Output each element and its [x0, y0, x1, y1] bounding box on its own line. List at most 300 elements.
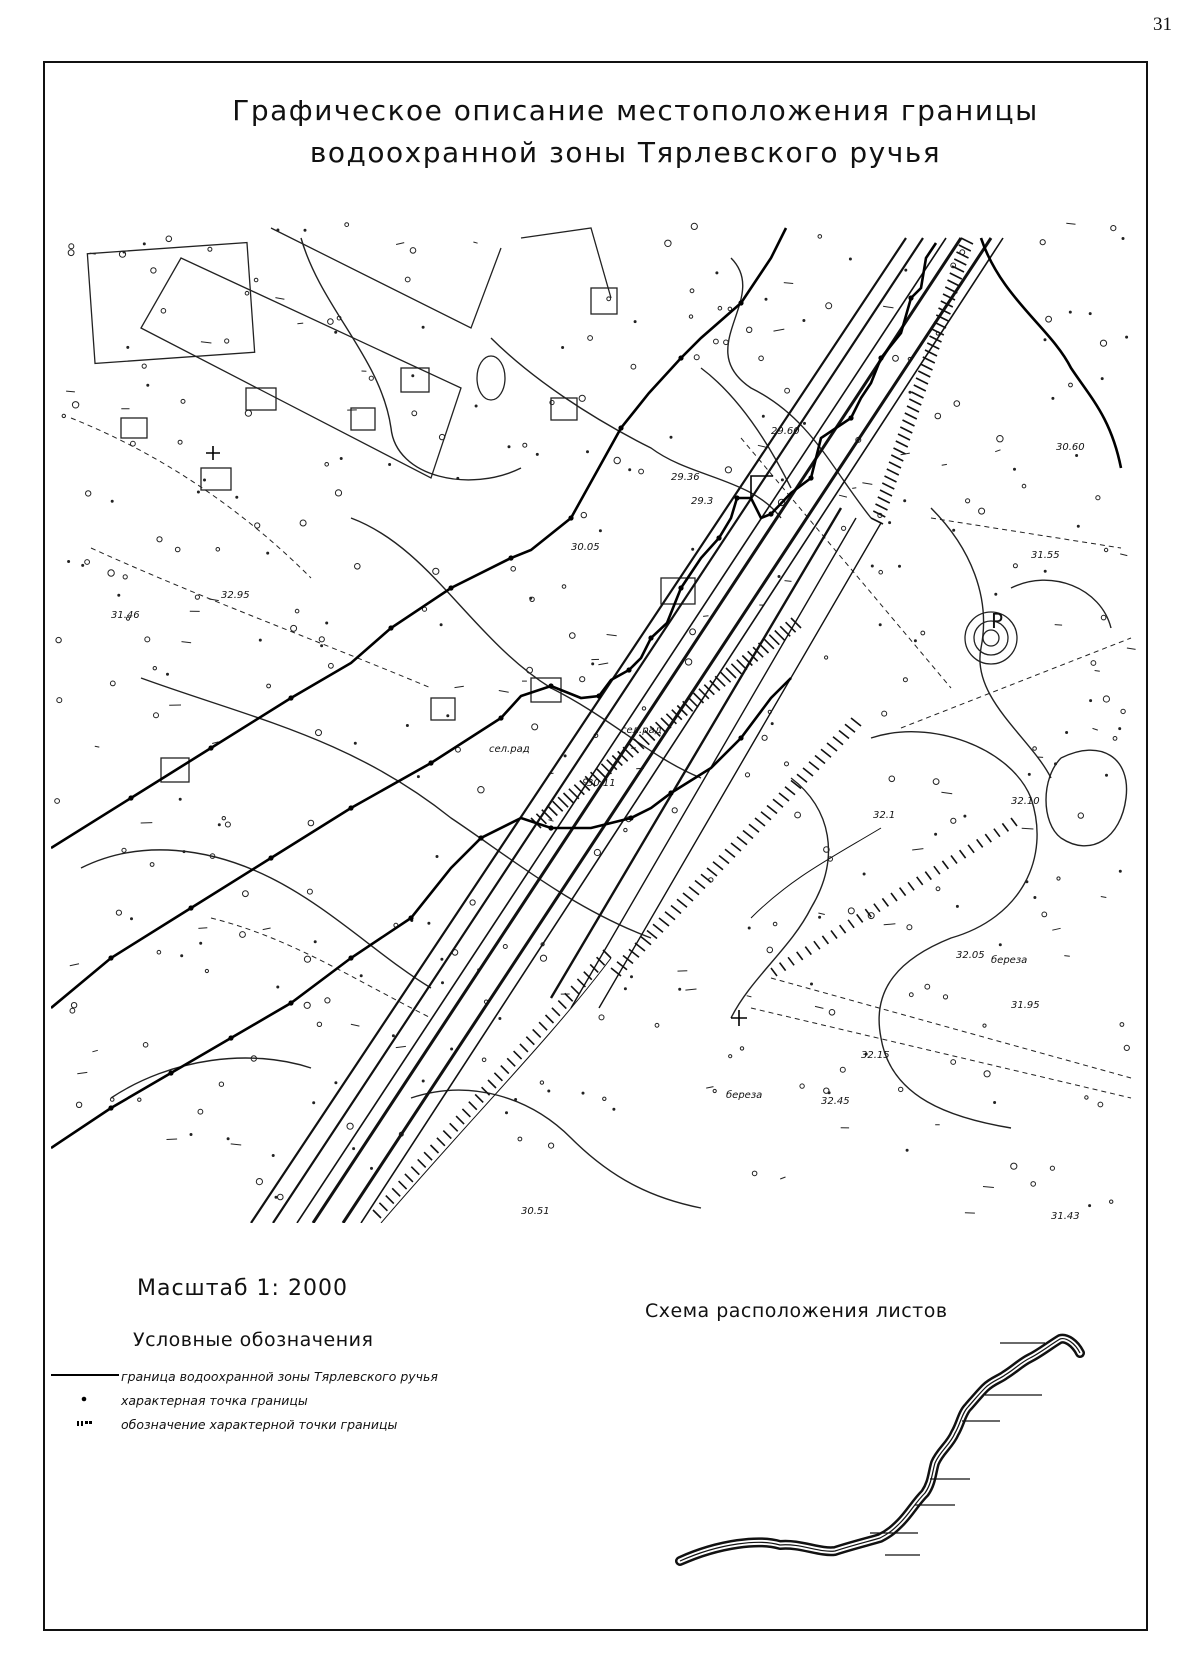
map-texture-mark [166, 236, 172, 242]
map-texture-mark [154, 713, 159, 718]
hatch-mark [659, 918, 669, 926]
map-texture-mark [803, 320, 805, 322]
map-texture-mark [71, 1003, 76, 1008]
map-texture-mark [157, 537, 162, 542]
hatch-mark [719, 856, 729, 864]
hatch-mark [961, 238, 973, 244]
map-texture-mark [1126, 336, 1128, 338]
map-texture-mark [914, 640, 916, 642]
elev-label: 31.95 [1011, 1000, 1040, 1011]
map-texture-mark [297, 323, 303, 324]
map-texture-mark [795, 812, 801, 818]
map-texture-mark [570, 633, 576, 639]
hatch-mark [501, 1066, 509, 1074]
map-texture-mark [396, 1046, 406, 1047]
map-texture-mark [482, 1058, 486, 1062]
map-texture-mark [225, 339, 229, 343]
hatch-mark [1011, 818, 1017, 826]
map-texture-mark [70, 1008, 75, 1013]
hatch-mark [456, 1116, 464, 1124]
map-texture-mark [1042, 912, 1047, 917]
boundary-point [168, 1070, 173, 1075]
map-texture-mark [642, 707, 645, 710]
map-texture-mark [879, 624, 881, 626]
boundary-point [678, 355, 683, 360]
hatch-mark [909, 399, 921, 405]
hatch-mark [827, 743, 837, 751]
elev-label: 29.60 [771, 426, 800, 437]
map-texture-mark [118, 594, 120, 596]
map-texture-mark [624, 988, 626, 990]
map-texture-mark [564, 755, 566, 757]
map-texture-mark [921, 631, 925, 635]
map-texture-mark [441, 958, 443, 960]
sheet-layout-title: Схема расположения листов [645, 1300, 948, 1322]
hatch-mark [985, 834, 991, 842]
hatch-mark [891, 893, 897, 901]
hatch-mark [912, 392, 924, 398]
map-texture-mark [603, 1097, 606, 1100]
hatch-mark [475, 1094, 483, 1102]
map-texture-mark [943, 995, 947, 999]
map-texture-mark [607, 635, 617, 636]
map-texture-mark [422, 1080, 424, 1082]
topographic-map [51, 218, 1141, 1223]
map-texture-mark [1064, 956, 1070, 957]
map-texture-mark [313, 1102, 315, 1104]
hatch-mark [653, 924, 663, 932]
map-texture-mark [1089, 1205, 1091, 1207]
elev-label: 32.1 [873, 810, 896, 821]
elev-label: 30.05 [571, 542, 600, 553]
hatch-mark [418, 1159, 426, 1167]
hatch-mark [907, 406, 919, 412]
legend-item-label: граница водоохранной зоны Тярлевского ручья [121, 1369, 438, 1384]
hatch-mark [392, 1188, 400, 1196]
hatch-mark [677, 899, 687, 907]
map-texture-mark [714, 339, 719, 344]
map-texture-mark [540, 955, 546, 961]
map-texture-mark [759, 356, 764, 361]
boundary-point [626, 667, 631, 672]
map-texture-mark [594, 849, 600, 855]
hatch-mark [900, 427, 912, 433]
map-texture-mark [909, 993, 913, 997]
hatch-mark [880, 490, 892, 496]
map-texture-mark [1069, 383, 1073, 387]
map-texture-mark [884, 924, 896, 925]
map-texture-mark [1076, 455, 1078, 457]
map-texture-mark [882, 711, 887, 716]
hatch-mark [386, 1196, 394, 1204]
map-texture-mark [1110, 1200, 1113, 1203]
map-texture-mark [412, 375, 414, 377]
boundary-point [508, 555, 513, 560]
map-texture-mark [325, 998, 330, 1003]
hatch-mark [896, 441, 908, 447]
hatch-mark [942, 861, 948, 869]
hatch-mark [780, 626, 790, 636]
map-texture-mark [592, 663, 594, 665]
boundary-point [448, 585, 453, 590]
map-texture-mark [1098, 1102, 1103, 1107]
hatch-mark [822, 936, 828, 944]
hatch-mark [780, 963, 786, 971]
map-texture-mark [536, 453, 538, 455]
map-texture-mark [863, 873, 865, 875]
map-texture-mark [179, 798, 181, 800]
map-texture-mark [964, 815, 966, 817]
map-texture-mark [1044, 570, 1046, 572]
map-texture-mark [197, 491, 199, 493]
map-texture-mark [690, 289, 694, 293]
hatch-mark [957, 252, 969, 258]
map-texture-mark [57, 698, 62, 703]
map-texture-mark [1100, 340, 1106, 346]
hatch-mark [952, 266, 964, 272]
map-texture-mark [624, 828, 627, 831]
map-texture-mark [1022, 484, 1026, 488]
legend-item-label: характерная точка границы [121, 1393, 308, 1408]
boundary-point [348, 805, 353, 810]
boundary-point [548, 825, 553, 830]
map-texture-mark [811, 983, 813, 985]
map-texture-mark [436, 856, 438, 858]
map-texture-mark [579, 395, 585, 401]
hatch-mark [713, 862, 723, 870]
map-texture-mark [588, 336, 593, 341]
hatch-mark [726, 668, 736, 678]
map-texture-mark [862, 483, 872, 485]
map-texture-mark [995, 593, 997, 595]
map-texture-mark [326, 622, 328, 624]
boundary-point [208, 745, 213, 750]
map-texture-mark [150, 863, 154, 867]
hatch-mark [514, 1051, 522, 1059]
map-texture-mark [307, 889, 312, 894]
map-texture-mark [317, 1022, 321, 1026]
map-texture-mark [329, 663, 334, 668]
boundary-point [738, 300, 743, 305]
hatch-mark [797, 952, 803, 960]
boundary-point [878, 355, 883, 360]
hatch-mark [914, 385, 926, 391]
map-texture-mark [941, 792, 952, 794]
map-texture-mark [272, 1155, 274, 1157]
elev-label: 32.45 [821, 1096, 850, 1107]
map-texture-mark [685, 659, 691, 665]
hatch-mark [934, 322, 946, 328]
map-texture-mark [314, 941, 316, 943]
map-texture-mark [1121, 709, 1125, 713]
hatch-mark [925, 872, 931, 880]
map-texture-mark [1077, 525, 1079, 527]
boundary-point [228, 1035, 233, 1040]
hatch-mark [833, 737, 843, 745]
map-texture-mark [181, 399, 185, 403]
boundary-point [648, 635, 653, 640]
hatch-mark [840, 925, 846, 933]
hatch-mark [882, 898, 888, 906]
map-texture-mark [406, 725, 408, 727]
map-texture-mark [670, 436, 672, 438]
map-texture-mark [852, 488, 856, 489]
map-texture-mark [1089, 313, 1091, 315]
hatch-mark [469, 1102, 477, 1110]
map-texture-mark [145, 637, 150, 642]
map-texture-mark [116, 910, 121, 915]
map-text-label: сел.рад [621, 725, 662, 736]
map-texture-mark [532, 724, 538, 730]
map-texture-mark [123, 575, 127, 579]
map-texture-mark [1101, 378, 1103, 380]
hatch-mark [546, 1015, 554, 1023]
map-texture-mark [639, 469, 644, 474]
boundary-point [908, 295, 913, 300]
map-texture-mark [1055, 625, 1062, 626]
hatch-mark [805, 947, 811, 955]
map-texture-mark [1120, 1023, 1124, 1027]
elev-label: 30.60 [1056, 442, 1085, 453]
hatch-mark [916, 378, 928, 384]
map-texture-mark [157, 950, 161, 954]
map-texture-mark [66, 391, 75, 392]
map-texture-mark [1052, 928, 1060, 930]
hatch-mark [815, 756, 825, 764]
map-texture-mark [167, 1139, 178, 1140]
hatch-mark [623, 956, 633, 964]
map-texture-mark [1013, 564, 1017, 568]
map-texture-mark [351, 1024, 360, 1026]
map-texture-mark [691, 223, 697, 229]
map-texture-mark [345, 223, 349, 227]
map-texture-mark [131, 918, 133, 920]
dashed-paths [71, 418, 1131, 1098]
hatch-mark [437, 1138, 445, 1146]
map-text-label: береза [726, 1090, 763, 1101]
map-texture-mark [300, 520, 306, 526]
hatch-mark [950, 273, 962, 279]
map-texture-mark [1127, 648, 1136, 649]
map-texture-mark [752, 1171, 757, 1176]
boundary-point [848, 415, 853, 420]
map-texture-mark [1113, 737, 1117, 741]
hatch-mark [564, 793, 574, 803]
map-texture-mark [1052, 397, 1054, 399]
map-texture-mark [912, 849, 923, 850]
hatch-mark [898, 434, 910, 440]
map-texture-mark [263, 928, 271, 930]
map-texture-mark [690, 629, 696, 635]
hatch-mark [553, 801, 563, 811]
map-texture-mark [291, 625, 297, 631]
map-texture-mark [470, 900, 475, 905]
boundary-point [108, 955, 113, 960]
map-texture-mark [629, 469, 631, 471]
map-texture-mark [879, 570, 883, 574]
map-texture-mark [227, 1138, 229, 1140]
hatch-mark [552, 1008, 560, 1016]
map-texture-mark [599, 1015, 604, 1020]
hatch-mark [731, 843, 741, 851]
map-texture-mark [1091, 661, 1096, 666]
hatch-mark [851, 718, 861, 726]
map-texture-mark [499, 1018, 501, 1020]
map-texture-mark [151, 268, 156, 273]
map-texture-mark [304, 229, 306, 231]
hatch-mark [482, 1087, 490, 1095]
map-texture-mark [631, 976, 633, 978]
hatch-mark [547, 806, 557, 816]
hatch-mark [871, 518, 883, 524]
map-texture-mark [773, 922, 777, 926]
map-text-label: береза [991, 955, 1028, 966]
hatch-mark [639, 735, 649, 745]
hatch-mark [431, 1145, 439, 1153]
page-number: 31 [1153, 14, 1172, 35]
map-text-label: сел.рад [489, 744, 530, 755]
hatch-mark [773, 799, 783, 807]
map-texture-mark [72, 402, 78, 408]
hatch-mark [462, 1109, 470, 1117]
hatch-mark [533, 1029, 541, 1037]
map-texture-mark [771, 723, 773, 725]
hatch-mark [921, 364, 933, 370]
map-texture-mark [240, 932, 246, 938]
map-texture-mark [1050, 1166, 1054, 1170]
map-texture-mark [161, 309, 166, 314]
hatch-mark [635, 943, 645, 951]
point-label-icon [49, 1413, 119, 1437]
map-texture-mark [983, 1024, 986, 1027]
hatch-mark [424, 1152, 432, 1160]
map-texture-mark [335, 331, 337, 333]
map-texture-mark [216, 548, 220, 552]
elev-label: 30.11 [587, 778, 616, 789]
map-annotations [111, 426, 1085, 1222]
map-texture-mark [713, 1089, 716, 1092]
map-texture-mark [716, 272, 718, 274]
map-texture-mark [748, 927, 750, 929]
hatch-mark [405, 1174, 413, 1182]
map-texture-mark [1011, 1163, 1017, 1169]
hatch-mark [845, 724, 855, 732]
map-texture-mark [440, 624, 442, 626]
map-texture-mark [278, 1194, 284, 1200]
map-texture-mark [473, 242, 477, 243]
map-texture-mark [904, 500, 906, 502]
map-texture-mark [62, 414, 65, 417]
map-texture-mark [999, 944, 1001, 946]
hatch-mark [803, 768, 813, 776]
map-texture-mark [933, 779, 939, 785]
map-texture-mark [417, 776, 419, 778]
hatch-mark [411, 1167, 419, 1175]
map-texture-mark [428, 922, 430, 924]
map-texture-mark [995, 450, 1000, 452]
hatch-mark [737, 837, 747, 845]
map-texture-mark [607, 297, 611, 301]
map-texture-mark [275, 1196, 277, 1198]
map-texture-mark [767, 947, 773, 953]
elev-label: 29.3 [691, 496, 714, 507]
map-texture-mark [245, 410, 251, 416]
map-texture-mark [840, 1067, 845, 1072]
map-texture-mark [142, 364, 146, 368]
map-texture-mark [953, 529, 955, 531]
hatch-mark [775, 631, 785, 641]
map-texture-mark [1101, 897, 1107, 898]
map-texture-mark [304, 1002, 310, 1008]
map-texture-mark [1040, 240, 1045, 245]
hatch-mark [882, 483, 894, 489]
hatch-mark [761, 812, 771, 820]
boundary-point [568, 515, 573, 520]
hatch-mark [725, 849, 735, 857]
map-texture-mark [153, 667, 156, 670]
map-texture-mark [1119, 728, 1121, 730]
map-texture-mark [984, 1071, 990, 1077]
boundary-line-icon [49, 1365, 119, 1389]
map-texture-mark [785, 388, 790, 393]
map-texture-mark [804, 422, 806, 424]
map-texture-mark [1044, 339, 1046, 341]
hatch-mark [876, 504, 888, 510]
hatch-mark [450, 1123, 458, 1131]
map-texture-mark [335, 490, 341, 496]
map-texture-mark [909, 391, 911, 393]
hatch-mark [665, 912, 675, 920]
map-texture-mark [478, 787, 484, 793]
map-texture-mark [111, 500, 113, 502]
map-texture-mark [110, 681, 115, 686]
hatch-mark [994, 829, 1000, 837]
hatch-mark [707, 868, 717, 876]
hatch-mark [601, 764, 611, 774]
map-texture-mark [1093, 728, 1098, 730]
elev-label: 32.10 [1011, 796, 1040, 807]
hatch-mark [809, 762, 819, 770]
map-texture-mark [1106, 774, 1108, 776]
map-texture-mark [412, 411, 417, 416]
hatch-mark [1002, 823, 1008, 831]
hatch-mark [494, 1073, 502, 1081]
hatch-mark [889, 462, 901, 468]
map-texture-mark [580, 677, 585, 682]
map-texture-mark [1101, 615, 1106, 620]
hatch-mark [788, 957, 794, 965]
map-texture-mark [935, 413, 941, 419]
map-texture-mark [218, 824, 220, 826]
map-texture-mark [1124, 1045, 1129, 1050]
map-texture-mark [956, 905, 958, 907]
map-texture-mark [259, 639, 261, 641]
boundary-point [738, 735, 743, 740]
map-texture-mark [655, 1023, 659, 1027]
map-texture-mark [785, 762, 789, 766]
hatch-mark [634, 739, 644, 749]
elev-label: 32.05 [956, 950, 985, 961]
map-texture-mark [200, 942, 202, 944]
hatch-mark [891, 455, 903, 461]
elev-label: 30.51 [521, 1206, 550, 1217]
map-texture-mark [138, 1098, 141, 1101]
map-texture-mark [548, 1090, 550, 1092]
map-texture-mark [447, 715, 449, 717]
boundary-point [808, 475, 813, 480]
map-texture-mark [665, 240, 671, 246]
hatch-mark [894, 448, 906, 454]
